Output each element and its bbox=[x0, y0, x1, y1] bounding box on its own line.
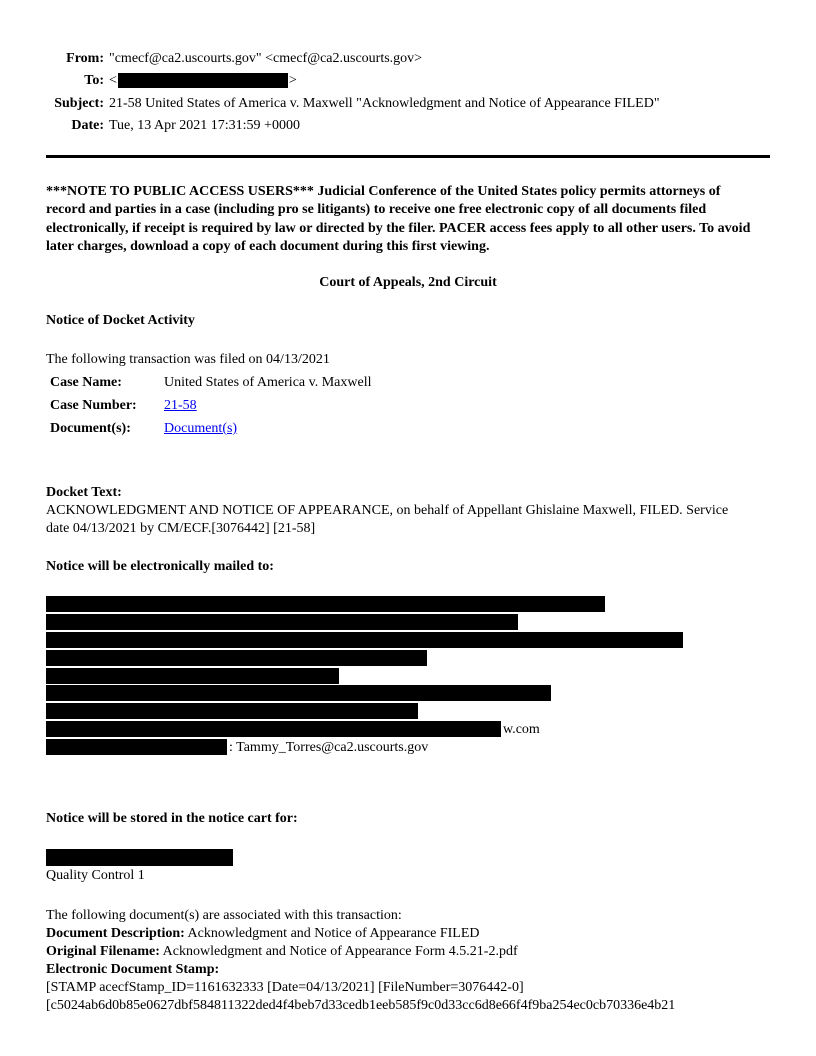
redaction-bar bbox=[46, 596, 605, 612]
redaction-bar bbox=[46, 614, 518, 630]
subject-label: Subject: bbox=[54, 95, 104, 111]
documents-row bbox=[46, 417, 770, 440]
document-description-label: Document Description: bbox=[46, 926, 185, 942]
documents-section bbox=[46, 907, 770, 1015]
redacted-recipient-row bbox=[46, 632, 770, 650]
redaction-bar bbox=[46, 632, 683, 648]
redaction-bar bbox=[46, 849, 233, 866]
from-label: From: bbox=[66, 51, 104, 66]
email-header-to-row bbox=[46, 70, 770, 92]
recipient-visible-text: : Tammy_Torres@ca2.uscourts.gov bbox=[229, 740, 429, 756]
redacted-recipient-row bbox=[46, 685, 770, 703]
to-angle-close: > bbox=[288, 73, 297, 89]
transaction-line: The following transaction was filed on 04/13/2021 bbox=[46, 352, 330, 367]
documents-intro: The following document(s) are associated with this transaction: bbox=[46, 908, 402, 924]
case-number-row bbox=[46, 394, 770, 417]
header-divider bbox=[46, 155, 770, 158]
redaction-bar bbox=[46, 721, 501, 737]
public-access-note: ***NOTE TO PUBLIC ACCESS USERS*** Judicial Conference of the United States policy permits attorneys of record and parties in a case (including pro se litigants) to receive one free electronic copy of all documents filed electronically, if receipt is required by law or directed by the filer. PACER access fees apply to all other users. To avoid later charges, download a copy of each document during this first viewing. bbox=[46, 184, 751, 254]
redacted-recipient-row bbox=[46, 596, 770, 614]
email-header-subject-row bbox=[46, 93, 770, 115]
to-value bbox=[104, 70, 297, 92]
redacted-recipient-row bbox=[46, 703, 770, 721]
to-label: To: bbox=[84, 73, 104, 89]
case-number-link[interactable]: 21-58 bbox=[164, 398, 197, 413]
recipient-visible-text: w.com bbox=[503, 722, 540, 738]
document-description-line bbox=[46, 925, 770, 943]
notice-cart-heading: Notice will be stored in the notice cart for: bbox=[46, 811, 298, 827]
original-filename-label: Original Filename: bbox=[46, 944, 160, 960]
docket-text: ACKNOWLEDGMENT AND NOTICE OF APPEARANCE, on behalf of Appellant Ghislaine Maxwell, FILED. Service date 04/13/2021 by CM/ECF.[3076442] [21-58] bbox=[46, 503, 729, 536]
case-table bbox=[46, 371, 770, 440]
redaction-bar bbox=[46, 650, 427, 666]
redaction-bar bbox=[46, 685, 551, 701]
document-description-value: Acknowledgment and Notice of Appearance FILED bbox=[184, 926, 480, 942]
subject-value: 21-58 United States of America v. Maxwell "Acknowledgment and Notice of Appearance FILED" bbox=[109, 95, 660, 111]
from-value: "cmecf@ca2.uscourts.gov" <cmecf@ca2.uscourts.gov> bbox=[109, 51, 423, 66]
email-header-from-row bbox=[46, 48, 770, 70]
stamp-line-1: [STAMP acecfStamp_ID=1161632333 [Date=04/13/2021] [FileNumber=3076442-0] bbox=[46, 980, 524, 996]
redacted-recipient-row bbox=[46, 739, 770, 757]
date-value: Tue, 13 Apr 2021 17:31:59 +0000 bbox=[109, 117, 300, 133]
mailed-to-redaction-list bbox=[46, 596, 770, 757]
mailed-to-heading: Notice will be electronically mailed to: bbox=[46, 559, 274, 574]
email-header bbox=[46, 48, 770, 137]
documents-label: Document(s): bbox=[50, 421, 131, 436]
redaction-bar bbox=[46, 703, 418, 719]
docket-activity-heading: Notice of Docket Activity bbox=[46, 313, 195, 328]
redacted-recipient-row bbox=[46, 668, 770, 686]
case-name-row bbox=[46, 371, 770, 394]
email-header-date-row bbox=[46, 115, 770, 137]
notice-cart-name: Quality Control 1 bbox=[46, 868, 145, 884]
redaction-bar bbox=[118, 73, 288, 88]
stamp-heading: Electronic Document Stamp: bbox=[46, 962, 220, 978]
stamp-line-2: [c5024ab6d0b85e0627dbf584811322ded4f4beb7d33cedb1eeb585f9c0d33cc6d8e66f4f9ba254ec0cb70336e4b21 bbox=[46, 998, 676, 1014]
redaction-bar bbox=[46, 668, 339, 684]
redaction-bar bbox=[46, 739, 227, 755]
original-filename-value: Acknowledgment and Notice of Appearance Form 4.5.21-2.pdf bbox=[159, 944, 518, 960]
redacted-recipient-row bbox=[46, 614, 770, 632]
to-angle-open: < bbox=[109, 73, 117, 89]
redacted-recipient-row bbox=[46, 721, 770, 739]
case-name-label: Case Name: bbox=[50, 375, 122, 390]
original-filename-line bbox=[46, 943, 770, 961]
case-name-value: United States of America v. Maxwell bbox=[164, 375, 372, 390]
case-number-label: Case Number: bbox=[50, 398, 137, 413]
redacted-recipient-row bbox=[46, 650, 770, 668]
docket-text-heading: Docket Text: bbox=[46, 485, 122, 500]
documents-link[interactable]: Document(s) bbox=[164, 421, 238, 436]
date-label: Date: bbox=[71, 117, 104, 133]
court-title: Court of Appeals, 2nd Circuit bbox=[319, 275, 497, 290]
